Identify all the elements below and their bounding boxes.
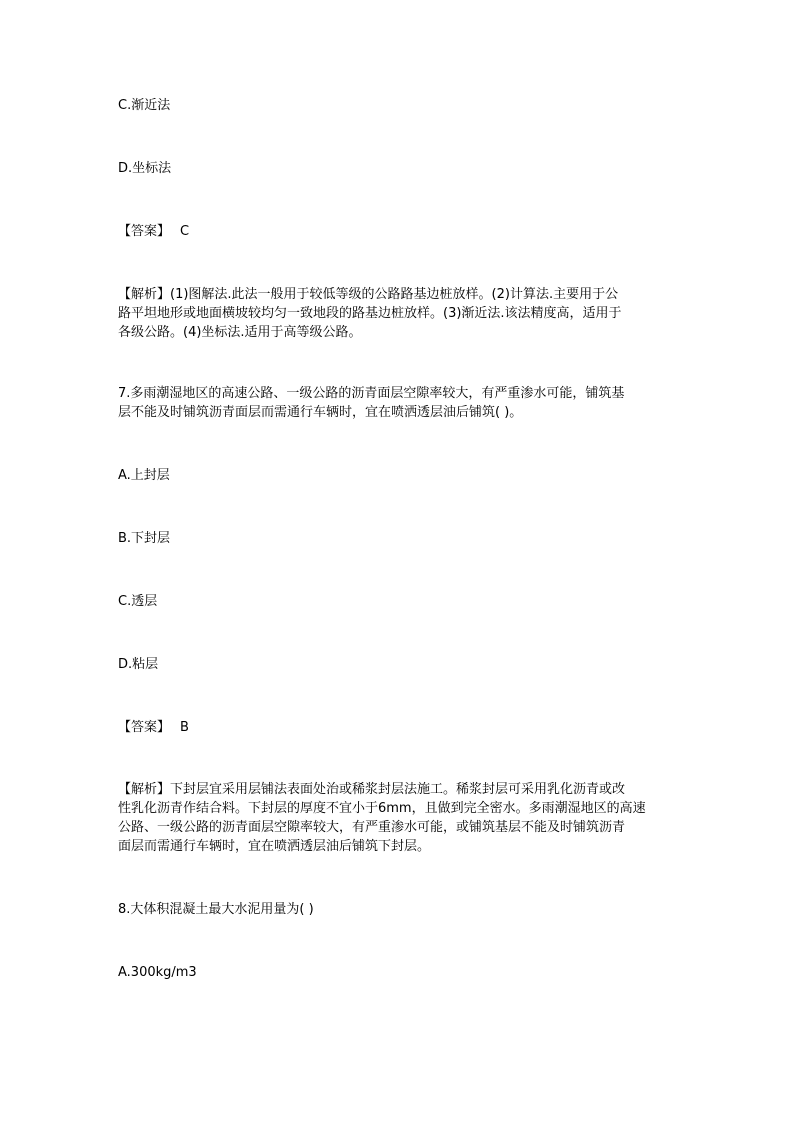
q6-option-c: C.渐近法: [118, 98, 171, 113]
question-line: 层不能及时铺筑沥青面层而需通行车辆时，宜在喷洒透层油后铺筑( )。: [118, 405, 523, 420]
answer-value: B: [180, 720, 189, 735]
answer-value: C: [180, 224, 190, 239]
q7-stem: [118, 384, 678, 422]
analysis-line: 各级公路。(4)坐标法.适用于高等级公路。: [118, 325, 362, 340]
q7-option-c: C.透层: [118, 594, 158, 609]
q7-option-a: A.上封层: [118, 468, 170, 483]
analysis-line: 【解析】下封层宜采用层铺法表面处治或稀浆封层法施工。稀浆封层可采用乳化沥青或改: [118, 782, 626, 797]
question-line: 7.多雨潮湿地区的高速公路、一级公路的沥青面层空隙率较大，有严重渗水可能，铺筑基: [118, 386, 625, 401]
q6-option-d: D.坐标法: [118, 161, 172, 176]
analysis-line: 面层而需通行车辆时，宜在喷洒透层油后铺筑下封层。: [118, 839, 431, 854]
analysis-line: 公路、一级公路的沥青面层空隙率较大，有严重渗水可能，或铺筑基层不能及时铺筑沥青: [118, 820, 626, 835]
answer-label: 【答案】: [118, 720, 171, 735]
analysis-line: 性乳化沥青作结合料。下封层的厚度不宜小于6mm，且做到完全密水。多雨潮湿地区的高速: [118, 801, 646, 816]
q7-option-b: B.下封层: [118, 531, 171, 546]
analysis-line: 【解析】(1)图解法.此法一般用于较低等级的公路路基边桩放样。(2)计算法.主要用于公: [118, 287, 619, 302]
q7-analysis: [118, 780, 678, 856]
q8-option-a: A.300kg/m3: [118, 965, 197, 980]
analysis-line: 路平坦地形或地面横坡较均匀一致地段的路基边桩放样。(3)渐近法.该法精度高，适用于: [118, 306, 622, 321]
q7-answer: [118, 718, 189, 737]
q6-analysis: [118, 285, 678, 342]
answer-label: 【答案】: [118, 224, 171, 239]
q6-answer: [118, 222, 189, 241]
q7-option-d: D.粘层: [118, 657, 159, 672]
q8-stem: 8.大体积混凝土最大水泥用量为( ): [118, 902, 314, 917]
